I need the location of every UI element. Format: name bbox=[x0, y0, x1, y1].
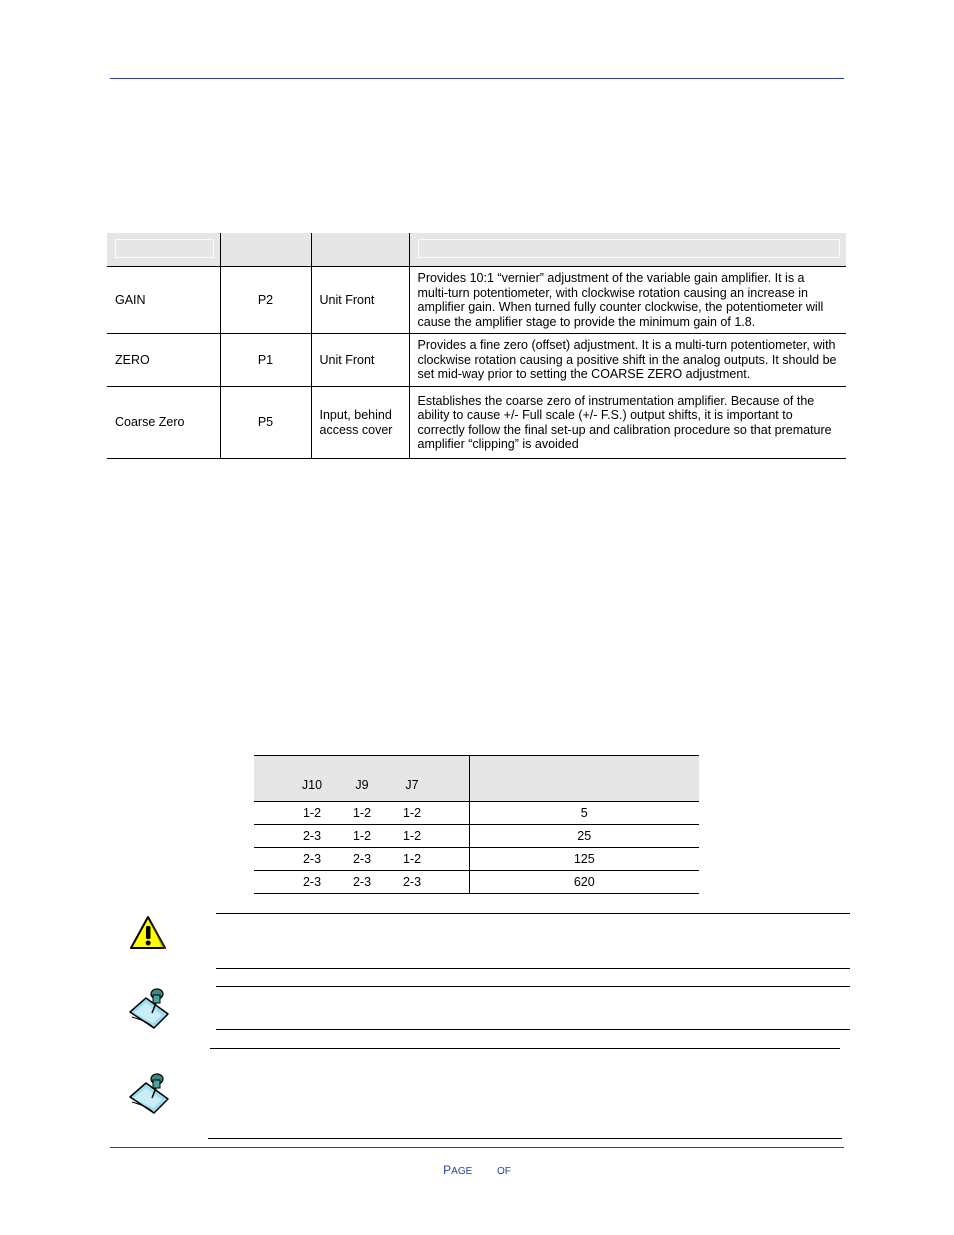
table-row bbox=[254, 802, 699, 825]
potentiometer-id: P2 bbox=[220, 267, 311, 334]
jumper-headers bbox=[254, 756, 469, 802]
j9-setting: 2-3 bbox=[352, 852, 372, 866]
gain-value: 25 bbox=[469, 825, 699, 848]
header-cell bbox=[311, 233, 409, 267]
adjustment-name: ZERO bbox=[107, 334, 220, 387]
jumper-header-row bbox=[254, 756, 699, 802]
adjustment-location: Unit Front bbox=[311, 334, 409, 387]
header-cell bbox=[107, 233, 220, 267]
table-row bbox=[254, 871, 699, 894]
table-row bbox=[107, 387, 846, 459]
jumper-gain-table bbox=[254, 755, 699, 894]
footer-page-initial: P bbox=[443, 1163, 452, 1177]
adjustment-location: Input, behind access cover bbox=[311, 387, 409, 459]
potentiometer-id: P5 bbox=[220, 387, 311, 459]
table-row bbox=[107, 334, 846, 387]
note-bottom-rule bbox=[208, 1138, 842, 1139]
note-pin-icon bbox=[126, 986, 172, 1035]
j7-setting: 1-2 bbox=[402, 829, 422, 843]
header-j10: J10 bbox=[301, 778, 323, 792]
header-cell bbox=[409, 233, 846, 267]
adjustment-description: Establishes the coarse zero of instrumentation amplifier. Because of the ability to cause +/- Full scale (+/- F.S.) output shifts, it is important to correctly follow the final set-up and calibration procedure so that premature amplifier “clipping” is avoided bbox=[409, 387, 846, 459]
footer-page-rest: AGE bbox=[451, 1166, 473, 1177]
table-row bbox=[107, 267, 846, 334]
header-rule bbox=[110, 78, 844, 79]
gain-value: 5 bbox=[469, 802, 699, 825]
footer-rule bbox=[110, 1147, 844, 1148]
header-cell bbox=[220, 233, 311, 267]
j9-setting: 1-2 bbox=[352, 806, 372, 820]
note-top-rule bbox=[216, 986, 850, 987]
jumper-settings bbox=[254, 848, 469, 871]
potentiometer-id: P1 bbox=[220, 334, 311, 387]
footer-of: OF bbox=[496, 1166, 511, 1177]
caution-top-rule bbox=[216, 913, 850, 914]
gain-value: 620 bbox=[469, 871, 699, 894]
table-row bbox=[254, 825, 699, 848]
note-bottom-rule bbox=[216, 1029, 850, 1030]
header-j9: J9 bbox=[355, 778, 369, 792]
adjustment-name: Coarse Zero bbox=[107, 387, 220, 459]
caution-bottom-rule bbox=[216, 968, 850, 969]
note-top-rule bbox=[210, 1048, 840, 1049]
adjustment-description: Provides a fine zero (offset) adjustment. It is a multi-turn potentiometer, with clockwise rotation causing a positive shift in the analog outputs. It should be set mid-way prior to setting the COARSE ZERO adjustment. bbox=[409, 334, 846, 387]
j9-setting: 1-2 bbox=[352, 829, 372, 843]
j9-setting: 2-3 bbox=[352, 875, 372, 889]
table-row bbox=[254, 848, 699, 871]
adjustments-header-row bbox=[107, 233, 846, 267]
jumper-settings bbox=[254, 802, 469, 825]
j10-setting: 1-2 bbox=[302, 806, 322, 820]
j10-setting: 2-3 bbox=[302, 875, 322, 889]
warning-triangle-icon bbox=[128, 914, 168, 957]
header-j7: J7 bbox=[405, 778, 419, 792]
adjustment-location: Unit Front bbox=[311, 267, 409, 334]
j10-setting: 2-3 bbox=[302, 829, 322, 843]
value-header bbox=[469, 756, 699, 802]
j7-setting: 1-2 bbox=[402, 852, 422, 866]
jumper-settings bbox=[254, 871, 469, 894]
j10-setting: 2-3 bbox=[302, 852, 322, 866]
j7-setting: 1-2 bbox=[402, 806, 422, 820]
adjustment-name: GAIN bbox=[107, 267, 220, 334]
note-pin-icon bbox=[126, 1071, 172, 1120]
adjustment-description: Provides 10:1 “vernier” adjustment of the variable gain amplifier. It is a multi-turn potentiometer, with clockwise rotation causing an increase in amplifier gain. When turned fully counter clockwise, the potentiometer will cause the amplifier stage to provide the minimum gain of 1.8. bbox=[409, 267, 846, 334]
gain-value: 125 bbox=[469, 848, 699, 871]
adjustments-table bbox=[107, 233, 846, 459]
jumper-settings bbox=[254, 825, 469, 848]
page-footer bbox=[0, 1163, 954, 1177]
j7-setting: 2-3 bbox=[402, 875, 422, 889]
